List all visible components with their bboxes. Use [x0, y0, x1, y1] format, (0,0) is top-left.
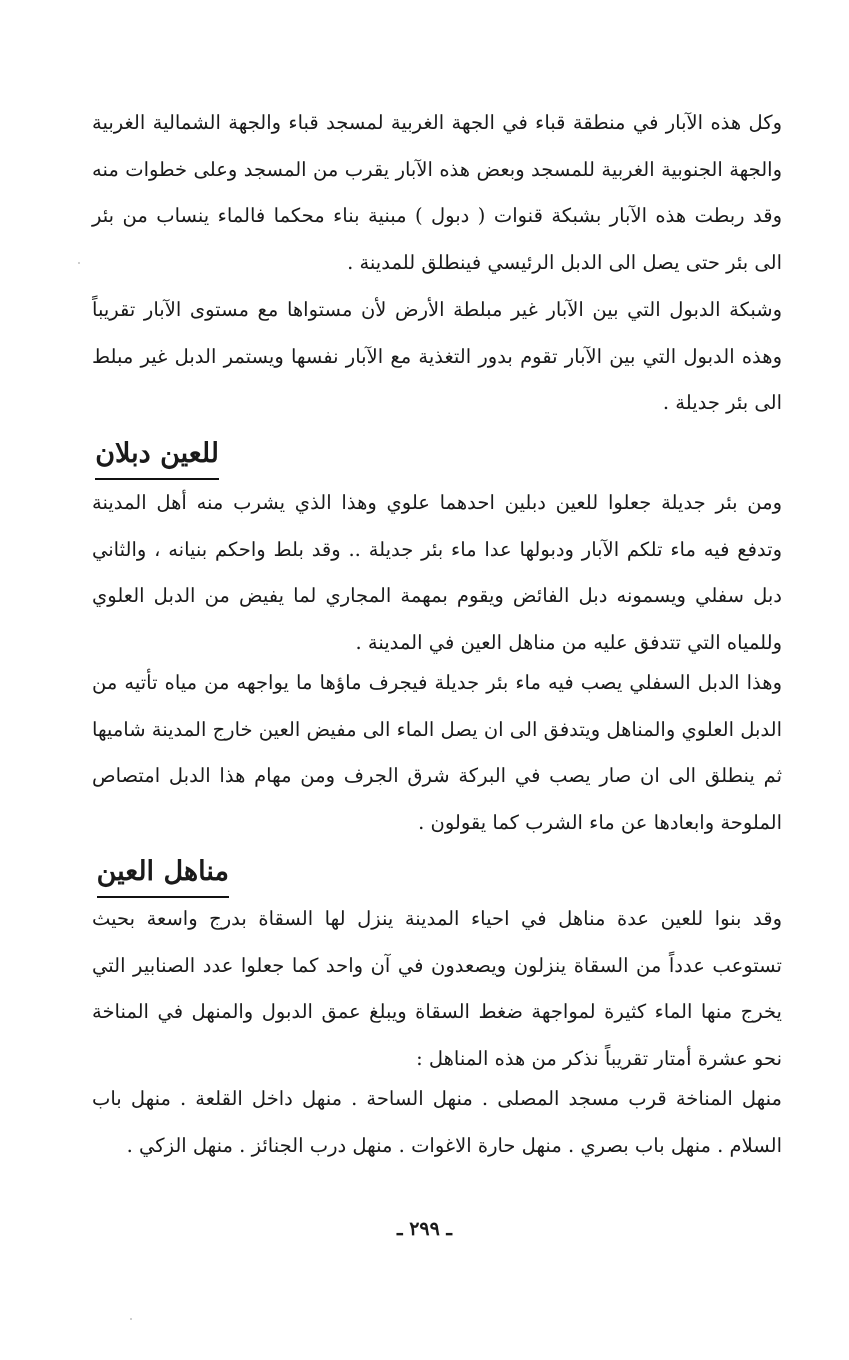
paragraph-outlets-description: وقد بنوا للعين عدة مناهل في احياء المدينة ينزل لها السقاة بدرج واسعة بحيث تستوعب عدداً من السقاة ينزلون ويصعدون في آن واحد كما جعلوا عدد الصنابير التي يخرج منها الماء كثيرة لمواجهة ضغط السقاة ويبلغ عمق الدبول والمنهل في المناخة نحو عشرة أمتار تقريباً نذكر من هذه المناهل :	[92, 907, 782, 1070]
paragraph-dubul-network: وشبكة الدبول التي بين الآبار غير مبلطة الأرض لأن مستواها مع مستوى الآبار تقريباً وهذه الدبول التي بين الآبار تقوم بدور التغذية مع الآبار نفسها ويستمر الدبل غير مبلط الى بئر جديلة .	[92, 298, 782, 414]
scan-speck	[130, 1318, 132, 1320]
paragraph-lower-channel: وهذا الدبل السفلي يصب فيه ماء بئر جديلة فيجرف ماؤها ما يواجهه من مياه تأتيه من الدبل العلوي والمناهل ويتدفق الى ان يصل الماء الى مفيض العين خارج المدينة شاميها ثم ينطلق الى ان صار يصب في البركة شرق الجرف ومن مهام هذا الدبل امتصاص الملوحة وابعادها عن ماء الشرب كما يقولون .	[92, 671, 782, 834]
section-heading-spring-outlets: مناهل العين	[97, 852, 229, 898]
paragraph-upper-lower-channel: ومن بئر جديلة جعلوا للعين دبلين احدهما علوي وهذا الذي يشرب منه أهل المدينة وتدفع فيه ماء تلكم الآبار ودبولها عدا ماء بئر جديلة .. وقد بلط واحكم بنيانه ، والثاني دبل سفلي ويسمونه دبل الفائض ويقوم بمهمة المجاري لما يفيض من الدبل العلوي وللمياه التي تتدفق عليه من مناهل العين في المدينة .	[92, 491, 782, 654]
paragraph-quba-wells: وكل هذه الآبار في منطقة قباء في الجهة الغربية لمسجد قباء والجهة الشمالية الغربية والجهة الجنوبية الغربية للمسجد وبعض هذه الآبار يقرب من المسجد وعلى خطوات منه وقد ربطت هذه الآبار بشبكة قنوات ( دبول ) مبنية بناء محكما فالماء ينساب من بئر الى بئر حتى يصل الى الدبل الرئيسي فينطلق للمدينة .	[92, 111, 782, 274]
section-heading-two-channels: للعين دبلان	[95, 434, 219, 480]
page-number: ـ ٢٩٩ ـ	[397, 1218, 452, 1240]
paragraph-outlets-list: منهل المناخة قرب مسجد المصلى . منهل الساحة . منهل داخل القلعة . منهل باب السلام . منهل باب بصري . منهل حارة الاغوات . منهل درب الجنائز . منهل الزكي .	[92, 1087, 782, 1157]
scan-speck	[78, 262, 80, 264]
